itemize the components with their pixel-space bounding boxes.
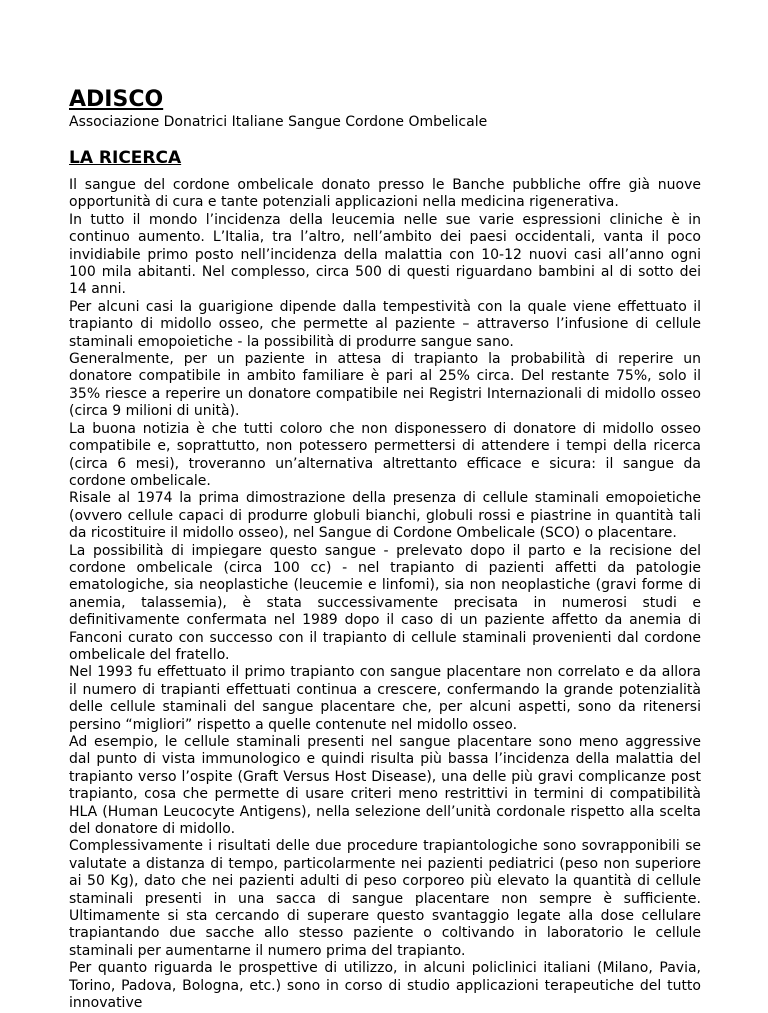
section-title: LA RICERCA — [69, 148, 182, 168]
paragraph: Il sangue del cordone ombelicale donato presso le Banche pubbliche offre già nuove opportunità di cura e tante potenziali applicazioni nella medicina rigenerativa. — [69, 177, 701, 211]
organization-title: ADISCO — [69, 87, 164, 112]
paragraph: Complessivamente i risultati delle due procedure trapiantologiche sono sovrapponibili se valutate a distanza di tempo, particolarmente nei pazienti pediatrici (peso non superiore ai 50 Kg), dato che nei pazienti adulti di peso corporeo più elevato la quantità di cellule staminali presenti in una sacca di sangue placentare non sempre è sufficiente. Ultimamente si sta cercando di superare questo svantaggio legate alla dose cellulare trapiantando due sacche allo stesso paziente o coltivando in laboratorio le cellule staminali per aumentarne il numero prima del trapianto. — [69, 838, 701, 959]
paragraph: La buona notizia è che tutti coloro che non disponessero di donatore di midollo osseo compatibile e, soprattutto, non potessero permettersi di attendere i tempi della ricerca (circa 6 mesi), troveranno un’alternativa altrettanto efficace e sicura: il sangue da cordone ombelicale. — [69, 420, 701, 489]
organization-subtitle: Associazione Donatrici Italiane Sangue Cordone Ombelicale — [69, 114, 488, 130]
paragraph: Risale al 1974 la prima dimostrazione della presenza di cellule staminali emopoietiche (ovvero cellule capaci di produrre globuli bianchi, globuli rossi e piastrine in quantità tali da ricostituire il midollo osseo), nel Sangue di Cordone Ombelicale (SCO) o placentare. — [69, 490, 701, 542]
paragraph: In tutto il mondo l’incidenza della leucemia nelle sue varie espressioni cliniche è in continuo aumento. L’Italia, tra l’altro, nell’ambito dei paesi occidentali, vanta il poco invidiabile primo posto nell’incidenza della malattia con 10-12 nuovi casi all’anno ogni 100 mila abitanti. Nel complesso, circa 500 di questi riguardano bambini al di sotto dei 14 anni. — [69, 211, 701, 298]
article-body — [69, 177, 701, 1013]
document-page — [69, 86, 701, 1013]
paragraph: Generalmente, per un paziente in attesa di trapianto la probabilità di reperire un donatore compatibile in ambito familiare è pari al 25% circa. Del restante 75%, solo il 35% riesce a reperire un donatore compatibile nei Registri Internazionali di midollo osseo (circa 9 milioni di unità). — [69, 351, 701, 420]
paragraph: Ad esempio, le cellule staminali presenti nel sangue placentare sono meno aggressive dal punto di vista immunologico e quindi risulta più bassa l’incidenza della malattia del trapianto verso l’ospite (Graft Versus Host Disease), una delle più gravi complicanze post trapianto, cosa che permette di usare criteri meno restrittivi in termini di compatibilità HLA (Human Leucocyte Antigens), nella selezione dell’unità cordonale rispetto alla scelta del donatore di midollo. — [69, 734, 701, 838]
paragraph: Nel 1993 fu effettuato il primo trapianto con sangue placentare non correlato e da allora il numero di trapianti effettuati continua a crescere, confermando la grande potenzialità delle cellule staminali del sangue placentare che, per alcuni aspetti, sono da ritenersi persino “migliori” rispetto a quelle contenute nel midollo osseo. — [69, 664, 701, 733]
paragraph: La possibilità di impiegare questo sangue - prelevato dopo il parto e la recisione del cordone ombelicale (circa 100 cc) - nel trapianto di pazienti affetti da patologie ematologiche, sia neoplastiche (leucemie e linfomi), sia non neoplastiche (gravi forme di anemia, talassemia), è stata successivamente precisata in numerosi studi e definitivamente confermata nel 1989 dopo il caso di un paziente affetto da anemia di Fanconi curato con successo con il trapianto di cellule staminali provenienti dal cordone ombelicale del fratello. — [69, 542, 701, 663]
paragraph: Per alcuni casi la guarigione dipende dalla tempestività con la quale viene effettuato il trapianto di midollo osseo, che permette al paziente – attraverso l’infusione di cellule staminali emopoietiche - la possibilità di produrre sangue sano. — [69, 298, 701, 350]
paragraph: Per quanto riguarda le prospettive di utilizzo, in alcuni policlinici italiani (Milano, Pavia, Torino, Padova, Bologna, etc.) sono in corso di studio applicazioni terapeutiche del tutto innovative — [69, 960, 701, 1012]
